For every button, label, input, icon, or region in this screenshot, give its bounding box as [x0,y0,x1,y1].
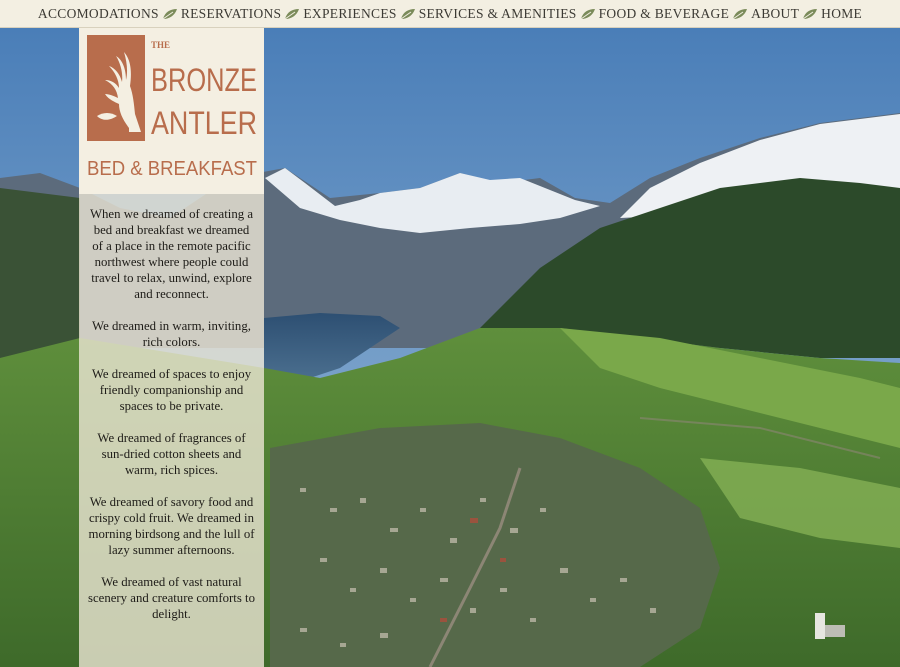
nav-home[interactable]: HOME [821,5,863,21]
nav-reservations[interactable]: RESERVATIONS [180,5,282,21]
nav-food-beverage[interactable]: FOOD & BEVERAGE [598,5,730,21]
logo-graphic [79,28,264,194]
nav-about[interactable]: ABOUT [751,5,800,21]
logo-line1: BRONZE [151,62,257,98]
leaf-icon [579,7,597,21]
story-paragraph: We dreamed of spaces to enjoy friendly companionship and spaces to be private. [91,367,252,413]
logo-line2: ANTLER [151,105,257,141]
story-text [79,194,264,622]
antler-icon [87,35,145,141]
story-panel [79,194,264,667]
leaf-icon [801,7,819,21]
logo-the: THE [151,40,171,50]
leaf-icon [283,7,301,21]
story-paragraph: We dreamed in warm, inviting, rich colors. [92,319,251,349]
story-paragraph: We dreamed of savory food and crispy cold fruit. We dreamed in morning birdsong and the lull of lazy summer afternoons. [88,495,255,557]
nav-services-amenities[interactable]: SERVICES & AMENITIES [418,5,577,21]
story-paragraph: We dreamed of fragrances of sun-dried cotton sheets and warm, rich spices. [97,431,246,477]
content-column [79,28,264,667]
nav-accomodations[interactable]: ACCOMODATIONS [37,5,159,21]
story-paragraph: We dreamed of vast natural scenery and creature comforts to delight. [88,575,255,621]
nav-experiences[interactable]: EXPERIENCES [303,5,397,21]
leaf-icon [161,7,179,21]
logo-line3: BED & BREAKFAST [87,158,257,180]
leaf-icon [399,7,417,21]
logo[interactable] [79,28,264,194]
main-nav [0,0,900,28]
story-paragraph: When we dreamed of creating a bed and breakfast we dreamed of a place in the remote pacific northwest where people could travel to relax, unwind, explore and reconnect. [89,207,254,301]
leaf-icon [731,7,749,21]
